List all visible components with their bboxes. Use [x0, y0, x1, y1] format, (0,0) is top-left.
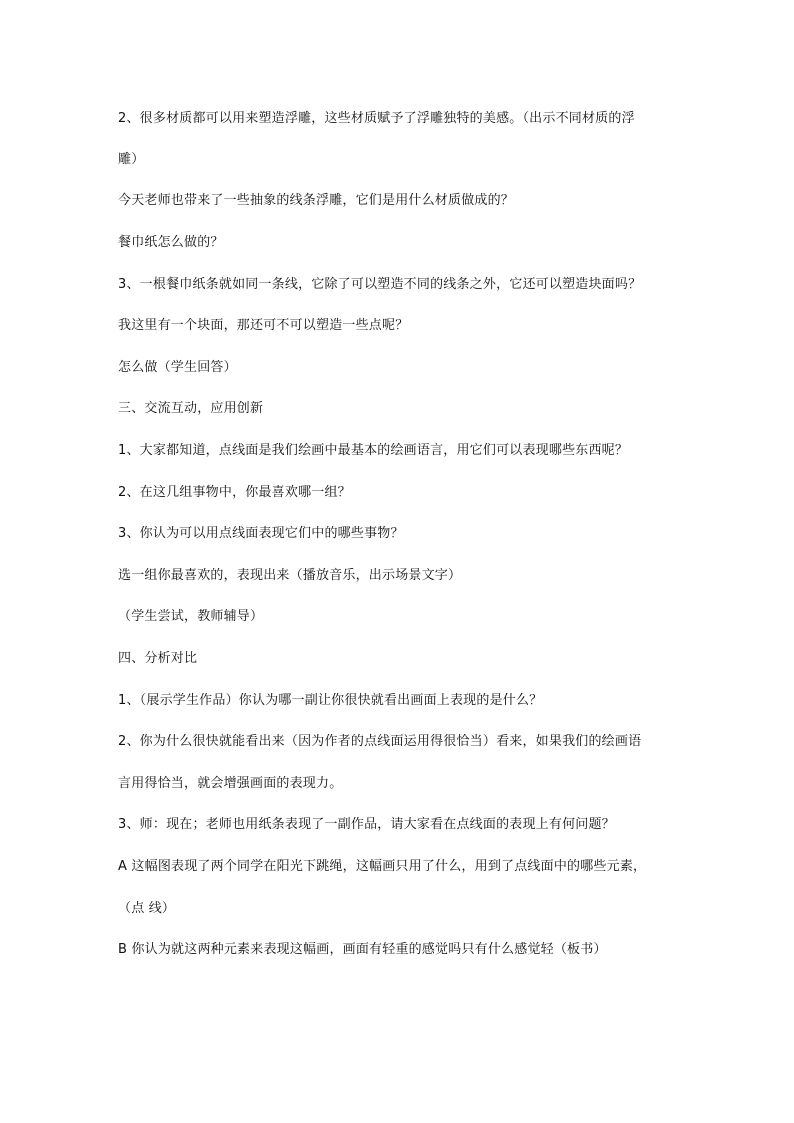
text-line: （学生尝试，教师辅导）	[118, 609, 264, 624]
text-line: 雕）	[118, 152, 145, 167]
text-line: A 这幅图表现了两个同学在阳光下跳绳，这幅画只用了什么，用到了点线面中的哪些元素，	[118, 859, 647, 874]
text-line: 1、大家都知道，点线面是我们绘画中最基本的绘画语言，用它们可以表现哪些东西呢？	[118, 443, 629, 458]
text-line: 1、（展示学生作品）你认为哪一副让你很快就看出画面上表现的是什么？	[118, 693, 543, 708]
text-line: 2、在这几组事物中，你最喜欢哪一组？	[118, 485, 351, 500]
text-line: 2、你为什么很快就能看出来（因为作者的点线面运用得很恰当）看来，如果我们的绘画语	[118, 734, 642, 749]
text-line: 选一组你最喜欢的，表现出来（播放音乐，出示场景文字）	[118, 568, 462, 583]
section-heading: 四、分析对比	[118, 651, 198, 666]
text-line: 3、师：现在；老师也用纸条表现了一副作品，请大家看在点线面的表现上有何问题？	[118, 817, 615, 832]
text-line: B 你认为就这两种元素来表现这幅画，画面有轻重的感觉吗只有什么感觉轻（板书）	[118, 942, 607, 957]
text-line: （点 线）	[118, 901, 176, 916]
text-line: 3、一根餐巾纸条就如同一条线，它除了可以塑造不同的线条之外，它还可以塑造块面吗？	[118, 277, 642, 292]
text-line: 餐巾纸怎么做的？	[118, 235, 224, 250]
text-line: 怎么做（学生回答）	[118, 360, 237, 375]
text-line: 言用得恰当，就会增强画面的表现力。	[118, 776, 343, 791]
text-line: 我这里有一个块面，那还可不可以塑造一些点呢？	[118, 318, 409, 333]
text-line: 今天老师也带来了一些抽象的线条浮雕，它们是用什么材质做成的？	[118, 193, 515, 208]
section-heading: 三、交流互动，应用创新	[118, 401, 264, 416]
text-line: 3、你认为可以用点线面表现它们中的哪些事物？	[118, 526, 404, 541]
text-line: 2、很多材质都可以用来塑造浮雕，这些材质赋予了浮雕独特的美感。（出示不同材质的浮	[118, 111, 635, 126]
